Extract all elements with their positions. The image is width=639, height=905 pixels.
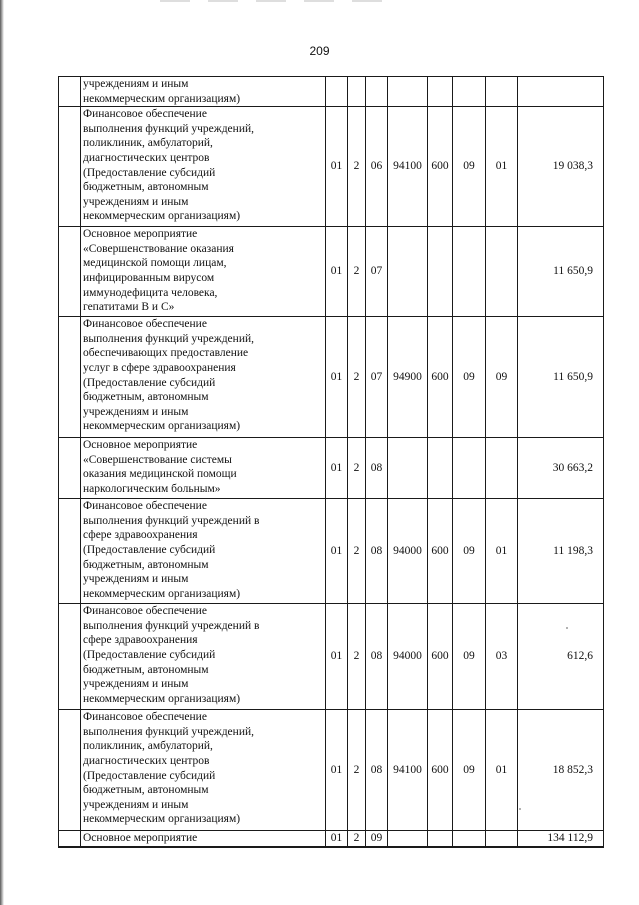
row-description: Финансовое обеспечение выполнения функций учреждений в сфере здравоохранения (Предоставление субсидий бюджетным, автономным учреждениям и иным некоммерческим организациям) bbox=[81, 499, 326, 604]
row-gap-cell bbox=[59, 831, 81, 847]
code-program: 01 bbox=[326, 604, 348, 710]
code-main-event bbox=[366, 77, 388, 107]
code-subprogram: 2 bbox=[348, 710, 366, 831]
code-program: 01 bbox=[326, 499, 348, 604]
code-section: 09 bbox=[453, 499, 486, 604]
code-direction bbox=[388, 438, 428, 499]
code-subsection: 01 bbox=[486, 499, 518, 604]
row-description: Финансовое обеспечение выполнения функций учреждений, поликлиник, амбулаторий, диагностических центров (Предоставление субсидий бюджетным, автономным учреждениям и иным некоммерческим организациям) bbox=[81, 710, 326, 831]
code-main-event: 09 bbox=[366, 831, 388, 847]
code-direction bbox=[388, 227, 428, 317]
row-description: Финансовое обеспечение выполнения функций учреждений, поликлиник, амбулаторий, диагностических центров (Предоставление субсидий бюджетным, автономным учреждениям и иным некоммерческим организациям) bbox=[81, 107, 326, 227]
row-description: Основное мероприятие bbox=[81, 831, 326, 847]
row-amount: 612,6 bbox=[518, 604, 604, 710]
code-expense-type: 600 bbox=[428, 317, 453, 438]
code-subsection bbox=[486, 438, 518, 499]
code-section bbox=[453, 77, 486, 107]
code-subprogram: 2 bbox=[348, 831, 366, 847]
code-program: 01 bbox=[326, 227, 348, 317]
scan-speck bbox=[566, 627, 568, 629]
code-subsection: 09 bbox=[486, 317, 518, 438]
code-subprogram: 2 bbox=[348, 317, 366, 438]
code-main-event: 08 bbox=[366, 604, 388, 710]
code-expense-type bbox=[428, 438, 453, 499]
row-gap-cell bbox=[59, 227, 81, 317]
code-expense-type: 600 bbox=[428, 710, 453, 831]
scan-speck bbox=[519, 808, 521, 810]
code-direction: 94900 bbox=[388, 317, 428, 438]
table-body bbox=[59, 77, 604, 847]
code-expense-type bbox=[428, 77, 453, 107]
code-section bbox=[453, 831, 486, 847]
code-section bbox=[453, 227, 486, 317]
row-gap-cell bbox=[59, 77, 81, 107]
row-amount bbox=[518, 77, 604, 107]
row-description: Основное мероприятие «Совершенствование системы оказания медицинской помощи наркологическим больным» bbox=[81, 438, 326, 499]
code-section bbox=[453, 438, 486, 499]
code-subsection bbox=[486, 77, 518, 107]
code-subprogram: 2 bbox=[348, 107, 366, 227]
code-subsection: 01 bbox=[486, 107, 518, 227]
code-program bbox=[326, 77, 348, 107]
row-description: Финансовое обеспечение выполнения функций учреждений, обеспечивающих предоставление услуг в сфере здравоохранения (Предоставление субсидий бюджетным, автономным учреждениям и иным некоммерческим организациям) bbox=[81, 317, 326, 438]
scan-top-artifact bbox=[160, 0, 390, 2]
table-row bbox=[59, 317, 604, 438]
row-amount: 30 663,2 bbox=[518, 438, 604, 499]
table-row bbox=[59, 604, 604, 710]
code-program: 01 bbox=[326, 438, 348, 499]
code-subsection: 01 bbox=[486, 710, 518, 831]
code-main-event: 08 bbox=[366, 499, 388, 604]
row-gap-cell bbox=[59, 317, 81, 438]
code-expense-type: 600 bbox=[428, 499, 453, 604]
code-expense-type: 600 bbox=[428, 107, 453, 227]
code-expense-type: 600 bbox=[428, 604, 453, 710]
row-amount: 11 198,3 bbox=[518, 499, 604, 604]
table-row bbox=[59, 438, 604, 499]
table-row bbox=[59, 227, 604, 317]
code-main-event: 07 bbox=[366, 227, 388, 317]
code-program: 01 bbox=[326, 107, 348, 227]
code-section: 09 bbox=[453, 317, 486, 438]
code-section: 09 bbox=[453, 107, 486, 227]
row-amount: 19 038,3 bbox=[518, 107, 604, 227]
code-direction: 94000 bbox=[388, 499, 428, 604]
code-main-event: 06 bbox=[366, 107, 388, 227]
code-expense-type bbox=[428, 831, 453, 847]
code-subprogram bbox=[348, 77, 366, 107]
code-expense-type bbox=[428, 227, 453, 317]
row-gap-cell bbox=[59, 604, 81, 710]
code-subprogram: 2 bbox=[348, 604, 366, 710]
row-gap-cell bbox=[59, 499, 81, 604]
code-direction: 94100 bbox=[388, 710, 428, 831]
code-subsection bbox=[486, 831, 518, 847]
code-direction bbox=[388, 77, 428, 107]
table-row bbox=[59, 499, 604, 604]
row-amount: 134 112,9 bbox=[518, 831, 604, 847]
scan-left-edge bbox=[0, 0, 4, 905]
code-subsection: 03 bbox=[486, 604, 518, 710]
code-direction bbox=[388, 831, 428, 847]
table-row bbox=[59, 831, 604, 847]
table-row bbox=[59, 710, 604, 831]
code-program: 01 bbox=[326, 710, 348, 831]
page-number: 209 bbox=[309, 44, 330, 58]
row-amount: 11 650,9 bbox=[518, 227, 604, 317]
row-gap-cell bbox=[59, 107, 81, 227]
code-section: 09 bbox=[453, 604, 486, 710]
code-subprogram: 2 bbox=[348, 438, 366, 499]
row-description: Основное мероприятие «Совершенствование оказания медицинской помощи лицам, инфицированным вирусом иммунодефицита человека, гепатитами В и С» bbox=[81, 227, 326, 317]
code-subprogram: 2 bbox=[348, 227, 366, 317]
code-program: 01 bbox=[326, 831, 348, 847]
code-subsection bbox=[486, 227, 518, 317]
code-direction: 94100 bbox=[388, 107, 428, 227]
code-direction: 94000 bbox=[388, 604, 428, 710]
row-gap-cell bbox=[59, 710, 81, 831]
budget-table bbox=[58, 76, 604, 848]
code-section: 09 bbox=[453, 710, 486, 831]
code-subprogram: 2 bbox=[348, 499, 366, 604]
row-amount: 18 852,3 bbox=[518, 710, 604, 831]
table-row bbox=[59, 77, 604, 107]
table-row bbox=[59, 107, 604, 227]
code-program: 01 bbox=[326, 317, 348, 438]
row-description: Финансовое обеспечение выполнения функций учреждений в сфере здравоохранения (Предоставление субсидий бюджетным, автономным учреждениям и иным некоммерческим организациям) bbox=[81, 604, 326, 710]
code-main-event: 08 bbox=[366, 710, 388, 831]
code-main-event: 08 bbox=[366, 438, 388, 499]
row-description: учреждениям и иным некоммерческим организациям) bbox=[81, 77, 326, 107]
row-amount: 11 650,9 bbox=[518, 317, 604, 438]
row-gap-cell bbox=[59, 438, 81, 499]
code-main-event: 07 bbox=[366, 317, 388, 438]
